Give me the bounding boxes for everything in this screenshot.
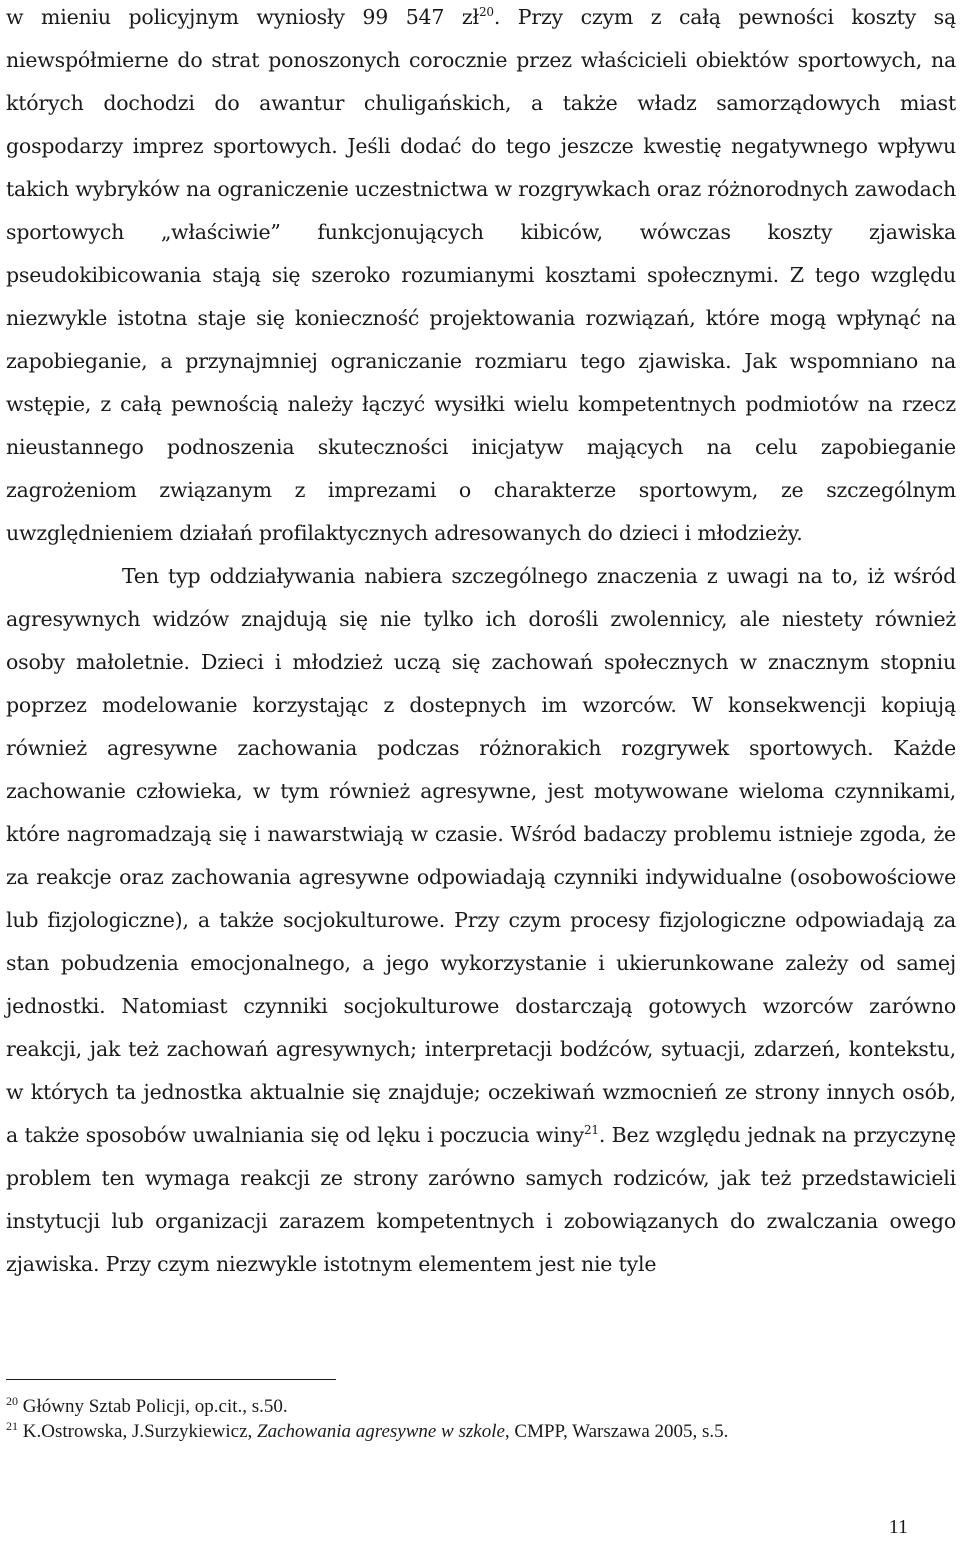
paragraph [6,0,956,555]
paragraph-text: . Bez względu jednak na przyczynę problem ten wymaga reakcji ze strony zarówno samych rodziców, jak też przedstawicieli instytucji lub organizacji zarazem kompetentnych i zobowiązanych do zwalczania owego zjawiska. Przy czym niezwykle istotnym elementem jest nie tyle [6,1123,956,1276]
footnote-reference: 20 [478,5,494,20]
footnote-20 [6,1394,956,1419]
footnote-text: K.Ostrowska, J.Surzykiewicz, [22,1421,258,1442]
footnote-number: 20 [6,1394,18,1408]
footnotes [6,1394,956,1444]
footnote-book-title: Zachowania agresywne w szkole [257,1421,505,1442]
footnote-text: , CMPP, Warszawa 2005, s.5. [504,1421,729,1442]
paragraph-text: . Przy czym z całą pewności koszty są niewspółmierne do strat ponoszonych corocznie przez właścicieli obiektów sportowych, na których dochodzi do awantur chuligańskich, a także władz samorządowych miast gospodarzy imprez sportowych. Jeśli dodać do tego jeszcze kwestię negatywnego wpływu takich wybryków na ograniczenie uczestnictwa w rozgrywkach oraz różnorodnych zawodach sportowych „właściwie” funkcjonujących kibiców, wówczas koszty zjawiska pseudokibicowania stają się szeroko rozumianymi kosztami społecznymi. Z tego względu niezwykle istotna staje się konieczność projektowania rozwiązań, które mogą wpłynąć na zapobieganie, a przynajmniej ograniczanie rozmiaru tego zjawiska. Jak wspomniano na wstępie, z całą pewnością należy łączyć wysiłki wielu kompetentnych podmiotów na rzecz nieustannego podnoszenia skuteczności inicjatyw mających na celu zapobieganie zagrożeniom związanym z imprezami o charakterze sportowym, ze szczególnym uwzględnieniem działań profilaktycznych adresowanych do dzieci i młodzieży. [6,5,956,545]
footnote-text: Główny Sztab Policji, op.cit., s.50. [22,1396,288,1417]
paragraph-text: Ten typ oddziaływania nabiera szczególnego znaczenia z uwagi na to, iż wśród agresywnych widzów znajdują się nie tylko ich dorośli zwolennicy, ale niestety również osoby małoletnie. Dzieci i młodzież uczą się zachowań społecznych w znacznym stopniu poprzez modelowanie korzystając z dostepnych im wzorców. W konsekwencji kopiują również agresywne zachowania podczas różnorakich rozgrywek sportowych. Każde zachowanie człowieka, w tym również agresywne, jest motywowane wieloma czynnikami, które nagromadzają się i nawarstwiają w czasie. Wśród badaczy problemu istnieje zgoda, że za reakcje oraz zachowania agresywne odpowiadają czynniki indywidualne (osobowościowe lub fizjologiczne), a także socjokulturowe. Przy czym procesy fizjologiczne odpowiadają za stan pobudzenia emocjonalnego, a jego wykorzystanie i ukierunkowane zależy od samej jednostki. Natomiast czynniki socjokulturowe dostarczają gotowych wzorców zarówno reakcji, jak też zachowań agresywnych; interpretacji bodźców, sytuacji, zdarzeń, kontekstu, w których ta jednostka aktualnie się znajduje; oczekiwań wzmocnień ze strony innych osób, a także sposobów uwalniania się od lęku i poczucia winy [6,564,956,1147]
footnote-21 [6,1419,956,1444]
footnote-number: 21 [6,1419,18,1433]
body-text [6,0,956,1286]
footnote-reference: 21 [584,1123,599,1138]
page-number: 11 [888,1516,908,1538]
paragraph-text: w mieniu policyjnym wyniosły 99 547 zł [6,5,479,29]
paragraph [6,555,956,1286]
footnote-divider [6,1379,336,1380]
